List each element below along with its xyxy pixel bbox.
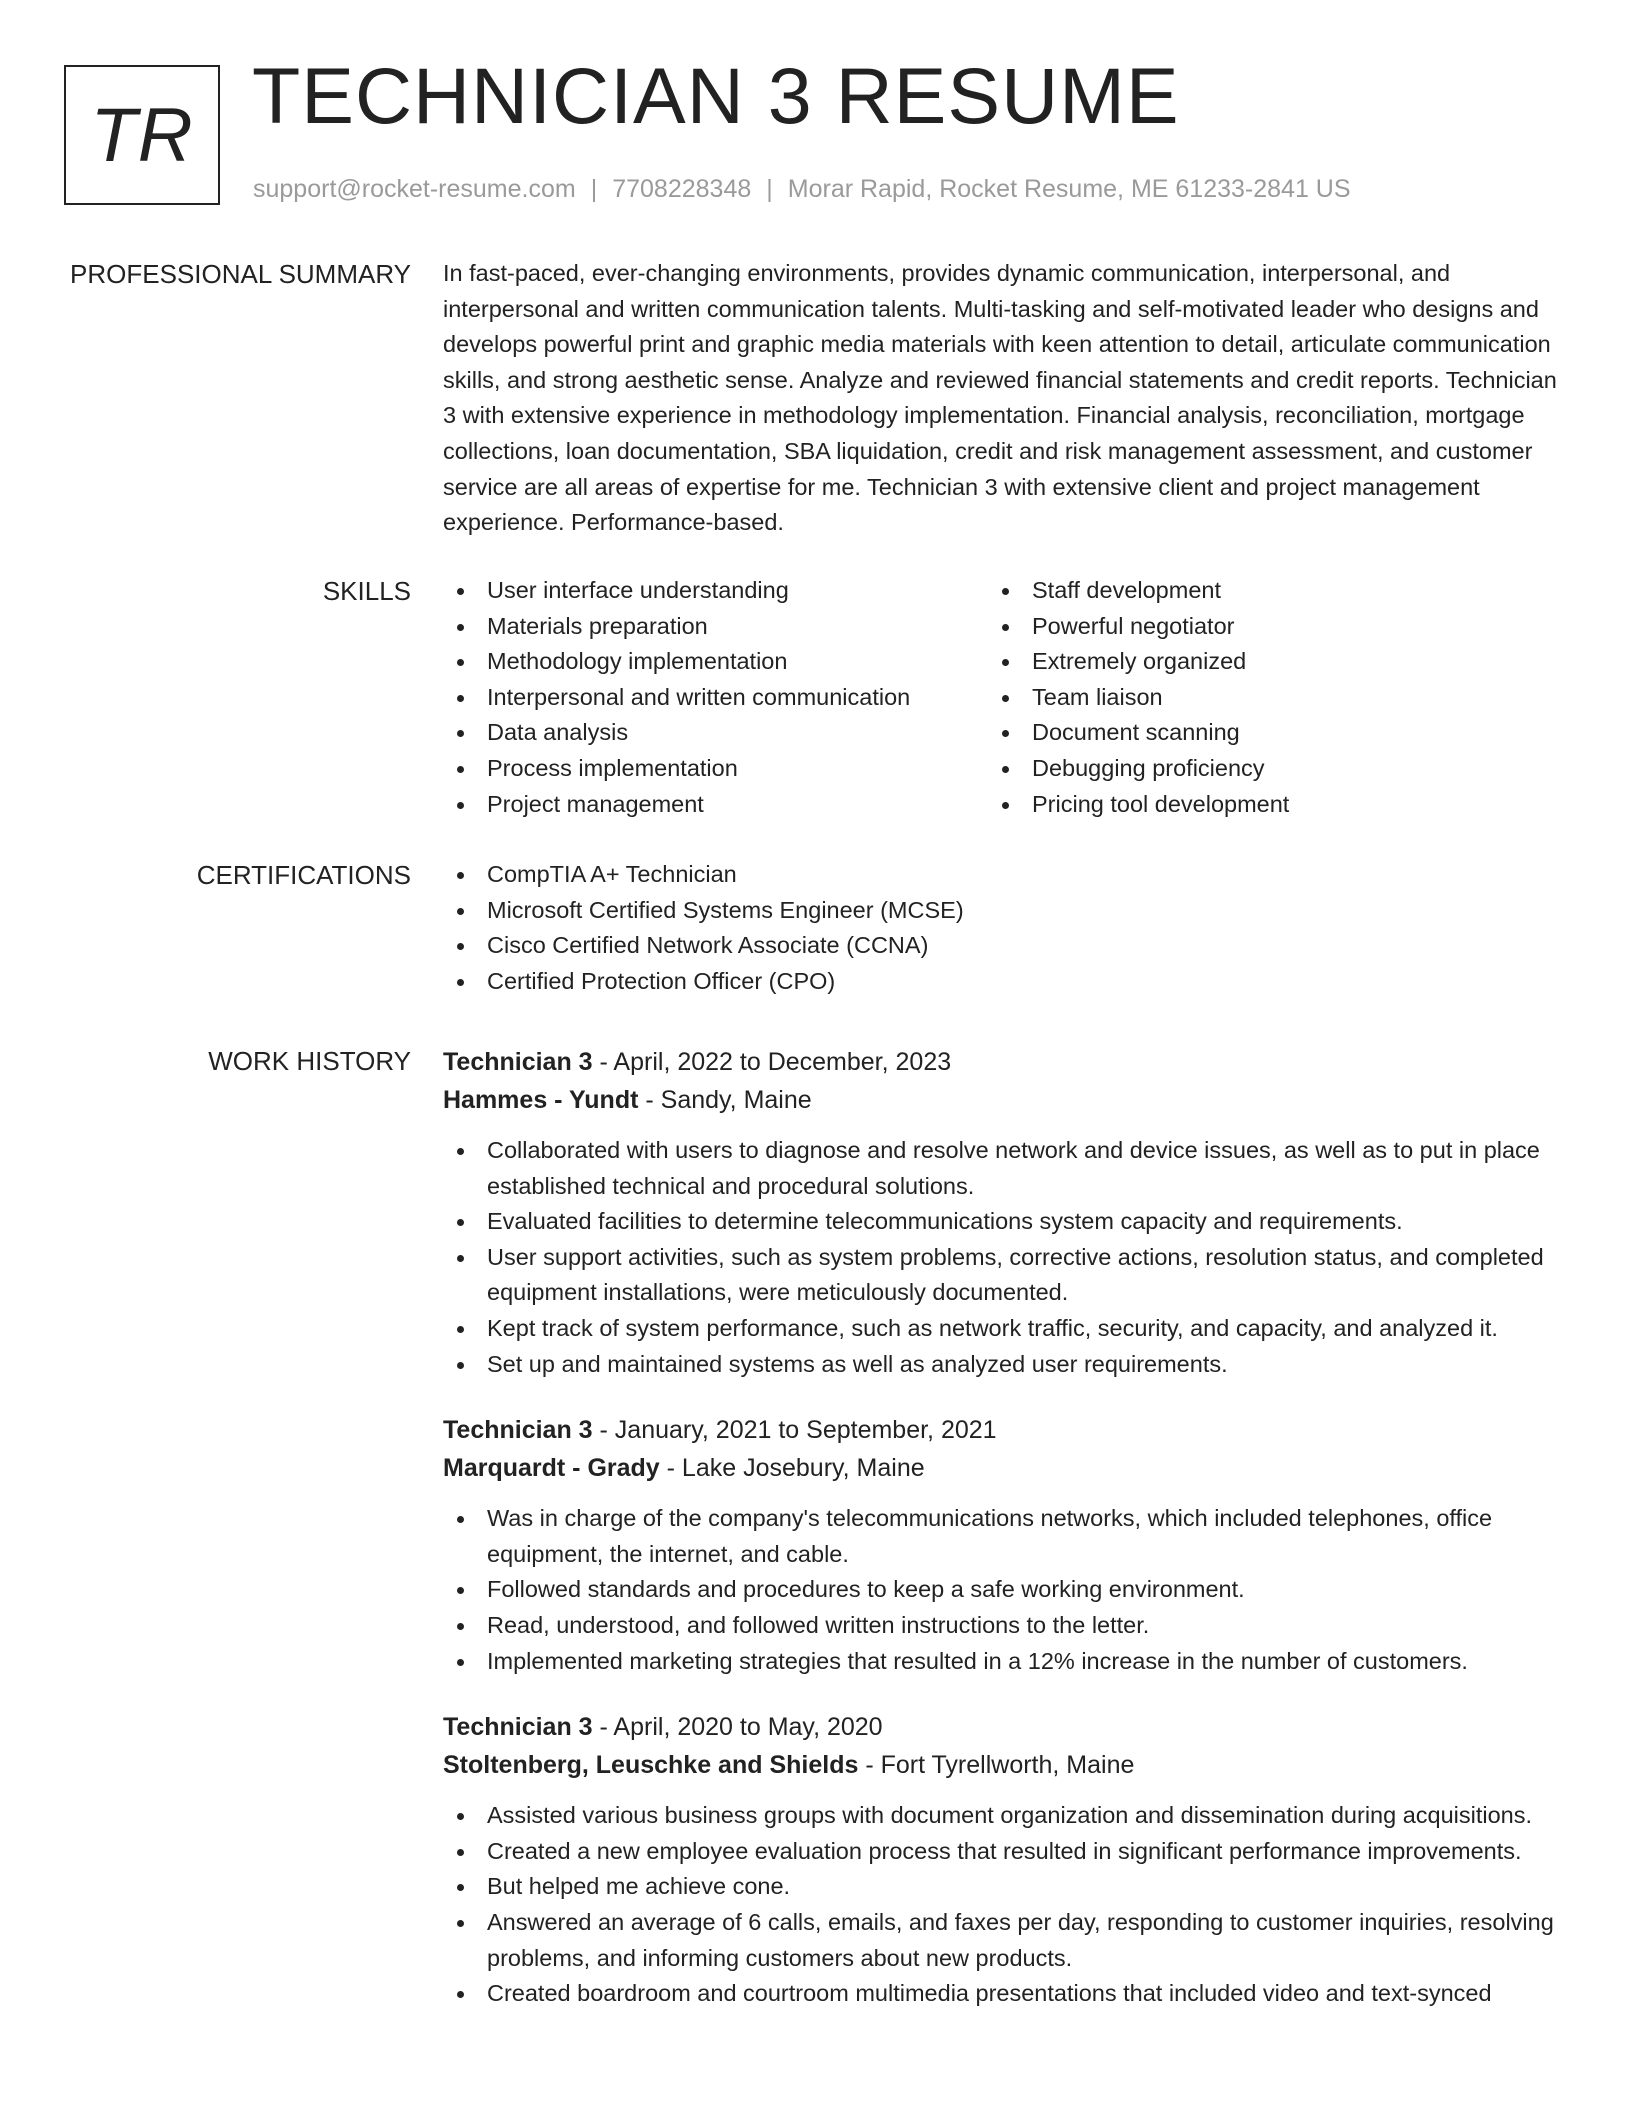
summary-heading: PROFESSIONAL SUMMARY <box>70 259 411 289</box>
job-bullet: User support activities, such as system problems, corrective actions, resolution status, and completed equipment installations, were meticulously documented. <box>443 1240 1558 1311</box>
job-bullets <box>443 1133 1558 1382</box>
job-bullet: Was in charge of the company's telecommunications networks, which included telephones, office equipment, the internet, and cable. <box>443 1501 1558 1572</box>
work-history-heading: WORK HISTORY <box>208 1046 411 1076</box>
skill-item: Team liaison <box>988 680 1488 716</box>
job-entry <box>443 1411 1558 1679</box>
job-title-line <box>443 1043 1558 1081</box>
job-bullets <box>443 1501 1558 1679</box>
contact-address: Morar Rapid, Rocket Resume, ME 61233-2841 US <box>787 175 1351 203</box>
job-bullet: Set up and maintained systems as well as analyzed user requirements. <box>443 1347 1558 1383</box>
job-dates: - April, 2022 to December, 2023 <box>592 1048 952 1076</box>
job-dates: - April, 2020 to May, 2020 <box>592 1713 883 1742</box>
job-location: - Fort Tyrellworth, Maine <box>858 1751 1135 1780</box>
job-company-line <box>443 1081 1558 1119</box>
skills-list-left <box>443 573 988 822</box>
job-company: Marquardt - Grady <box>443 1454 660 1483</box>
certifications-list <box>443 857 1558 999</box>
job-title: Technician 3 <box>443 1713 593 1742</box>
job-company: Stoltenberg, Leuschke and Shields <box>443 1751 859 1780</box>
job-title-line <box>443 1708 1558 1746</box>
job-bullet: Evaluated facilities to determine telecommunications system capacity and requirements. <box>443 1204 1558 1240</box>
contact-separator: | <box>766 175 773 203</box>
job-bullets <box>443 1798 1558 2012</box>
skill-item: Project management <box>443 787 988 823</box>
job-bullet: Followed standards and procedures to keep a safe working environment. <box>443 1572 1558 1608</box>
job-bullet: Read, understood, and followed written instructions to the letter. <box>443 1608 1558 1644</box>
job-company-line <box>443 1449 1558 1487</box>
skill-item: Methodology implementation <box>443 644 988 680</box>
certification-item: Cisco Certified Network Associate (CCNA) <box>443 928 1558 964</box>
skill-item: Staff development <box>988 573 1488 609</box>
contact-email: support@rocket-resume.com <box>253 175 576 203</box>
resume-title: TECHNICIAN 3 RESUME <box>252 51 1180 140</box>
skill-item: Interpersonal and written communication <box>443 680 988 716</box>
skill-item: Powerful negotiator <box>988 609 1488 645</box>
job-title-line <box>443 1411 1558 1449</box>
skill-item: Materials preparation <box>443 609 988 645</box>
job-bullet: Answered an average of 6 calls, emails, and faxes per day, responding to customer inquiries, resolving problems, and informing customers about new products. <box>443 1905 1558 1976</box>
skill-item: Extremely organized <box>988 644 1488 680</box>
job-dates: - January, 2021 to September, 2021 <box>592 1416 997 1445</box>
skills-list-right <box>988 573 1488 822</box>
certification-item: Certified Protection Officer (CPO) <box>443 964 1558 1000</box>
monogram-initials: TR <box>90 92 194 178</box>
job-title: Technician 3 <box>443 1416 593 1445</box>
contact-separator: | <box>590 175 598 203</box>
job-title: Technician 3 <box>443 1048 593 1076</box>
contact-phone: 7708228348 <box>612 175 752 203</box>
summary-text: In fast-paced, ever-changing environments, provides dynamic communication, interpersonal, and interpersonal and written communication talents. Multi-tasking and self-motivated leader who designs and develops powerful print and graphic media materials with keen attention to detail, articulate communication skills, and strong aesthetic sense. Analyze and reviewed financial statements and credit reports. Technician 3 with extensive experience in methodology implementation. Financial analysis, reconciliation, mortgage collections, loan documentation, SBA liquidation, credit and risk management assessment, and customer service are all areas of expertise for me. Technician 3 with extensive client and project management experience. Performance-based. <box>443 260 1557 536</box>
skill-item: Debugging proficiency <box>988 751 1488 787</box>
job-bullet: Created a new employee evaluation process that resulted in significant performance improvements. <box>443 1834 1558 1870</box>
certification-item: CompTIA A+ Technician <box>443 857 1558 893</box>
skill-item: User interface understanding <box>443 573 988 609</box>
job-bullet: Implemented marketing strategies that resulted in a 12% increase in the number of customers. <box>443 1644 1558 1680</box>
skill-item: Pricing tool development <box>988 787 1488 823</box>
job-location: - Lake Josebury, Maine <box>659 1454 925 1483</box>
job-bullet: Created boardroom and courtroom multimedia presentations that included video and text-synced <box>443 1976 1558 2012</box>
monogram-box <box>64 65 220 205</box>
skill-item: Process implementation <box>443 751 988 787</box>
job-bullet: Assisted various business groups with document organization and dissemination during acquisitions. <box>443 1798 1558 1834</box>
job-company: Hammes - Yundt <box>443 1086 639 1114</box>
certification-item: Microsoft Certified Systems Engineer (MCSE) <box>443 893 1558 929</box>
job-entry <box>443 1043 1558 1382</box>
job-bullet: But helped me achieve cone. <box>443 1869 1558 1905</box>
job-bullet: Collaborated with users to diagnose and resolve network and device issues, as well as to put in place established technical and procedural solutions. <box>443 1133 1558 1204</box>
skill-item: Document scanning <box>988 715 1488 751</box>
skill-item: Data analysis <box>443 715 988 751</box>
job-company-line <box>443 1746 1558 1784</box>
certifications-heading: CERTIFICATIONS <box>196 860 411 890</box>
job-bullet: Kept track of system performance, such as network traffic, security, and capacity, and analyzed it. <box>443 1311 1558 1347</box>
skills-heading: SKILLS <box>322 576 411 606</box>
job-entry <box>443 1708 1558 2012</box>
job-location: - Sandy, Maine <box>638 1086 812 1114</box>
contact-line <box>253 175 1351 204</box>
